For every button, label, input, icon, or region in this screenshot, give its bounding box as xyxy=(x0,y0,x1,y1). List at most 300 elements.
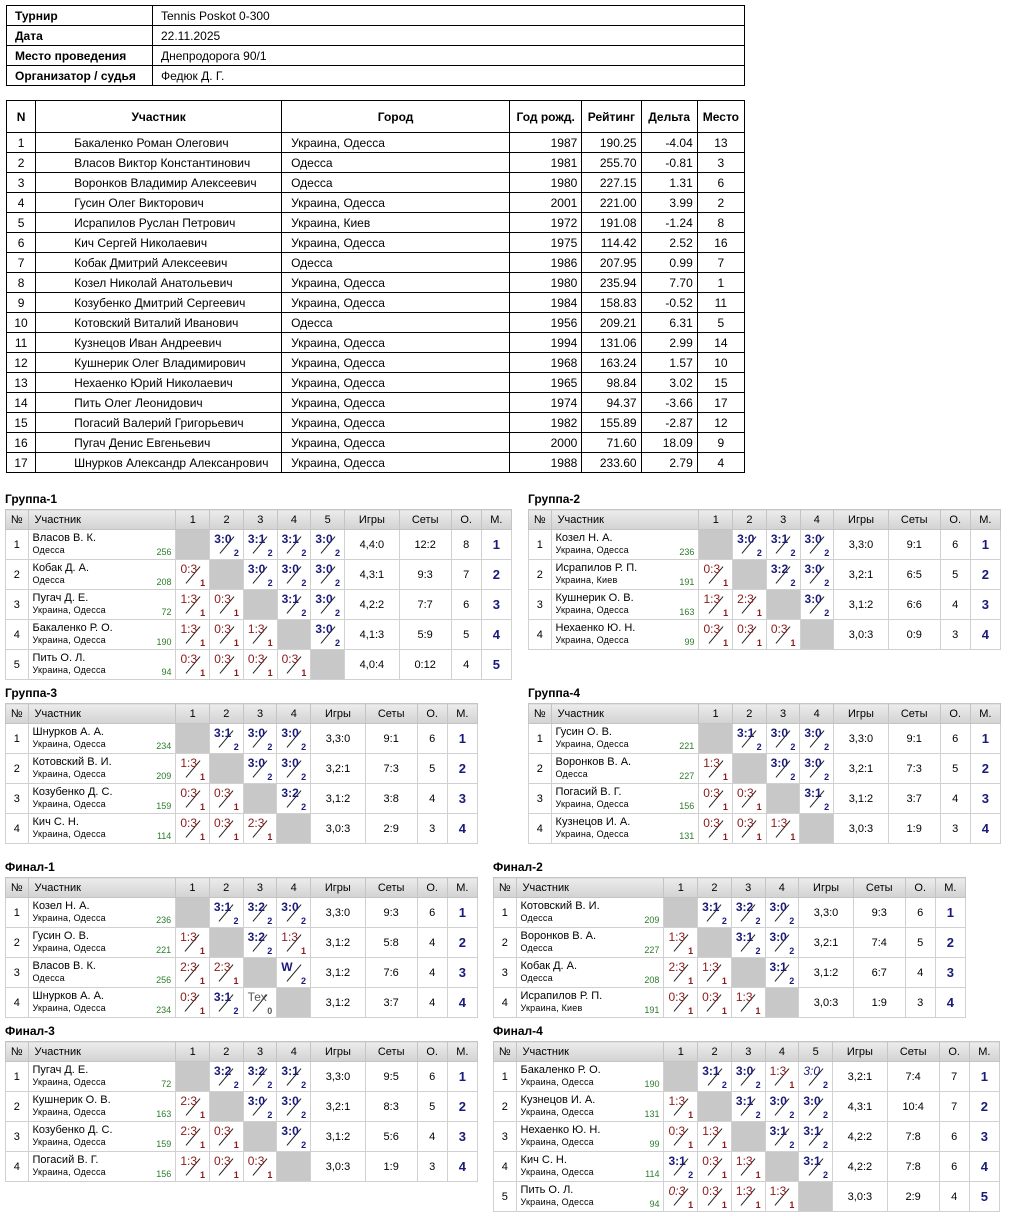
match-points: 1 xyxy=(301,946,307,956)
self-match-cell xyxy=(277,620,311,650)
group-row-games: 3,2:1 xyxy=(311,754,366,784)
player-short-name: Пить О. Л. xyxy=(520,1183,574,1196)
match-points: 1 xyxy=(721,976,727,986)
cell-place: 8 xyxy=(697,213,744,233)
match-points: 1 xyxy=(756,608,762,618)
group-row-games: 4,1:3 xyxy=(345,620,400,650)
group-row-num: 1 xyxy=(6,898,29,928)
match-score-cell xyxy=(766,530,800,560)
player-short-name: Шнурков А. А. xyxy=(32,989,104,1002)
player-rating: 156 xyxy=(679,801,695,811)
cell-city: Украина, Одесса xyxy=(282,353,510,373)
match-score: 0:3 xyxy=(736,786,754,800)
participant-row xyxy=(7,133,745,153)
info-key: Организатор / судья xyxy=(7,66,153,86)
cell-city: Украина, Одесса xyxy=(282,273,510,293)
group-row-games: 3,0:3 xyxy=(834,814,889,844)
player-rating: 191 xyxy=(679,577,695,587)
group-row-place: 4 xyxy=(481,620,511,650)
match-score: 3:0 xyxy=(281,726,299,740)
info-key: Место проведения xyxy=(7,46,153,66)
match-score-cell xyxy=(664,1092,698,1122)
match-score: 3:0 xyxy=(769,930,787,944)
group-row xyxy=(6,1092,478,1122)
match-score-cell xyxy=(699,814,733,844)
cell-rating: 94.37 xyxy=(582,393,641,413)
cell-delta: 3.02 xyxy=(641,373,697,393)
group-row-num: 4 xyxy=(529,814,552,844)
match-points: 1 xyxy=(233,608,239,618)
player-city: Украина, Одесса xyxy=(32,828,106,839)
group-row-place: 3 xyxy=(970,590,1000,620)
group-table xyxy=(528,509,1001,650)
match-points: 2 xyxy=(301,976,307,986)
match-score-cell xyxy=(800,530,834,560)
match-points: 2 xyxy=(824,772,830,782)
group-row-player xyxy=(551,814,699,844)
match-points: 1 xyxy=(790,638,796,648)
match-score-cell xyxy=(243,898,277,928)
match-score-cell xyxy=(210,620,244,650)
participants-table xyxy=(6,100,745,473)
col-player: Участник xyxy=(36,101,282,133)
player-city: Украина, Одесса xyxy=(520,1136,594,1147)
match-points: 1 xyxy=(721,1140,727,1150)
group-row-games: 3,3:0 xyxy=(311,1062,366,1092)
player-rating: 208 xyxy=(644,975,660,985)
cell-place: 1 xyxy=(697,273,744,293)
group-row-player xyxy=(28,814,176,844)
player-rating: 236 xyxy=(156,915,172,925)
match-points: 2 xyxy=(688,1170,694,1180)
match-score-cell xyxy=(799,1092,833,1122)
group-row-num: 3 xyxy=(6,958,29,988)
match-score: 3:2 xyxy=(770,562,789,576)
cell-city: Украина, Одесса xyxy=(282,413,510,433)
match-points: 1 xyxy=(301,668,307,678)
match-score-cell xyxy=(209,988,243,1018)
group-col-opponent: 3 xyxy=(243,704,277,724)
match-score-cell xyxy=(176,928,210,958)
player-short-name: Кич С. Н. xyxy=(520,1153,567,1166)
cell-place: 16 xyxy=(697,233,744,253)
match-score-cell xyxy=(210,724,244,754)
group-row-games: 3,2:1 xyxy=(834,560,889,590)
player-short-name: Нехаенко Ю. Н. xyxy=(520,1123,601,1136)
group-title: Финал-4 xyxy=(493,1024,543,1038)
group-row-player xyxy=(551,724,699,754)
player-short-name: Гусин О. В. xyxy=(32,929,89,942)
match-points: 1 xyxy=(200,638,206,648)
player-city: Украина, Одесса xyxy=(32,738,106,749)
group-row-games: 3,2:1 xyxy=(833,1062,888,1092)
self-match-cell xyxy=(210,1092,244,1122)
group-row xyxy=(6,958,478,988)
group-col-num: № xyxy=(494,1042,517,1062)
group-row-points: 7 xyxy=(451,560,481,590)
info-value: Tennis Poskot 0-300 xyxy=(153,6,745,26)
group-row-player xyxy=(28,1152,176,1182)
participant-row xyxy=(7,253,745,273)
cell-delta: 1.31 xyxy=(641,173,697,193)
player-short-name: Кобак Д. А. xyxy=(32,561,90,574)
match-score-cell xyxy=(733,620,767,650)
player-short-name: Козубенко Д. С. xyxy=(32,785,113,798)
match-score: 0:3 xyxy=(214,1154,231,1168)
cell-birth-year: 1994 xyxy=(510,333,582,353)
self-match-cell xyxy=(243,958,277,988)
group-row-games: 4,2:2 xyxy=(833,1122,888,1152)
group-table-box xyxy=(5,509,512,680)
match-points: 1 xyxy=(755,1170,761,1180)
group-row-sets: 7:4 xyxy=(853,928,905,958)
match-points: 2 xyxy=(233,916,239,926)
group-col-num: № xyxy=(6,878,29,898)
player-short-name: Власов В. К. xyxy=(32,531,96,544)
group-col-opponent: 3 xyxy=(243,1042,277,1062)
cell-player: Котовский Виталий Иванович xyxy=(36,313,282,333)
group-col-place: М. xyxy=(970,510,1000,530)
match-points: 1 xyxy=(755,1006,761,1016)
participant-row xyxy=(7,233,745,253)
match-score-cell xyxy=(766,724,800,754)
cell-delta: -0.52 xyxy=(641,293,697,313)
cell-birth-year: 1972 xyxy=(510,213,582,233)
group-col-games: Игры xyxy=(834,704,889,724)
group-col-opponent: 1 xyxy=(699,510,733,530)
match-points: 1 xyxy=(688,976,694,986)
player-rating: 114 xyxy=(156,831,172,841)
player-city: Украина, Одесса xyxy=(520,1076,594,1087)
match-score-cell xyxy=(698,1062,732,1092)
group-row xyxy=(6,620,512,650)
group-table xyxy=(493,877,966,1018)
match-points: 2 xyxy=(755,1110,761,1120)
col-delta: Дельта xyxy=(641,101,697,133)
group-row xyxy=(6,590,512,620)
match-score-cell xyxy=(765,1062,799,1092)
group-row-points: 8 xyxy=(451,530,481,560)
cell-birth-year: 1987 xyxy=(510,133,582,153)
group-row-player xyxy=(516,1062,664,1092)
group-row-points: 4 xyxy=(905,958,935,988)
match-score-cell xyxy=(699,754,733,784)
group-row-place: 2 xyxy=(447,928,477,958)
participant-row xyxy=(7,413,745,433)
group-row-games: 4,2:2 xyxy=(833,1152,888,1182)
match-score-cell xyxy=(664,1152,698,1182)
player-short-name: Шнурков А. А. xyxy=(32,725,104,738)
match-points: 2 xyxy=(301,1080,307,1090)
self-match-cell xyxy=(243,590,277,620)
group-row-player xyxy=(28,650,176,680)
match-score: 0:3 xyxy=(180,562,198,576)
match-score-cell xyxy=(699,784,733,814)
group-row xyxy=(6,928,478,958)
match-score-cell xyxy=(698,1152,732,1182)
match-points: 1 xyxy=(233,1170,239,1180)
group-row-player xyxy=(28,724,176,754)
player-city: Одесса xyxy=(520,972,553,983)
group-row-games: 3,3:0 xyxy=(799,898,854,928)
group-row-points: 4 xyxy=(417,958,447,988)
group-row xyxy=(494,898,966,928)
info-row xyxy=(7,26,745,46)
cell-delta: 3.99 xyxy=(641,193,697,213)
match-points: 2 xyxy=(301,916,307,926)
match-score-cell xyxy=(243,530,277,560)
cell-n: 16 xyxy=(7,433,36,453)
group-row-points: 4 xyxy=(940,590,970,620)
group-row-sets: 3:7 xyxy=(365,988,417,1018)
cell-rating: 131.06 xyxy=(582,333,641,353)
group-col-num: № xyxy=(529,704,552,724)
match-score-cell xyxy=(765,958,799,988)
match-score-cell xyxy=(731,928,765,958)
group-col-sets: Сеты xyxy=(887,1042,939,1062)
group-row-player xyxy=(28,928,176,958)
group-table-box xyxy=(528,703,1001,844)
group-row-games: 3,0:3 xyxy=(311,814,366,844)
match-points: 2 xyxy=(233,1080,239,1090)
match-score: 3:0 xyxy=(247,562,266,576)
group-row-num: 1 xyxy=(6,1062,29,1092)
self-match-cell xyxy=(176,1062,210,1092)
match-score: 3:0 xyxy=(281,1124,299,1138)
match-points: 2 xyxy=(755,916,761,926)
match-score: 2:3 xyxy=(180,960,197,974)
cell-player: Кич Сергей Николаевич xyxy=(36,233,282,253)
match-score-cell xyxy=(209,898,243,928)
player-city: Одесса xyxy=(32,544,65,555)
player-short-name: Кобак Д. А. xyxy=(520,959,578,972)
cell-delta: -0.81 xyxy=(641,153,697,173)
match-score: 0:3 xyxy=(180,652,198,666)
group-header-row xyxy=(494,1042,1000,1062)
group-row-place: 4 xyxy=(969,1152,999,1182)
match-score: 3:1 xyxy=(769,960,787,974)
group-row-games: 3,1:2 xyxy=(834,784,889,814)
match-score-cell xyxy=(732,724,766,754)
match-points: 2 xyxy=(756,742,762,752)
match-points: 1 xyxy=(233,802,239,812)
match-score-cell xyxy=(176,1152,210,1182)
group-row-player xyxy=(516,1152,664,1182)
group-row-sets: 6:7 xyxy=(853,958,905,988)
cell-rating: 207.95 xyxy=(582,253,641,273)
match-score-cell xyxy=(766,560,800,590)
cell-place: 4 xyxy=(697,453,744,473)
match-score-cell xyxy=(277,898,311,928)
info-key: Турнир xyxy=(7,6,153,26)
match-points: 1 xyxy=(233,832,239,842)
match-score-cell xyxy=(243,650,277,680)
player-city: Украина, Одесса xyxy=(520,1106,594,1117)
match-points: 1 xyxy=(723,608,729,618)
group-row-player xyxy=(28,898,176,928)
cell-player: Погасий Валерий Григорьевич xyxy=(36,413,282,433)
cell-rating: 114.42 xyxy=(582,233,641,253)
group-col-opponent: 3 xyxy=(766,704,800,724)
group-row-points: 6 xyxy=(939,1152,969,1182)
match-score: 3:0 xyxy=(804,756,822,770)
group-row-points: 7 xyxy=(939,1062,969,1092)
player-rating: 114 xyxy=(645,1169,660,1179)
cell-birth-year: 1984 xyxy=(510,293,582,313)
group-col-player: Участник xyxy=(28,510,176,530)
player-rating: 131 xyxy=(644,1109,660,1119)
group-title: Группа-3 xyxy=(5,686,58,700)
match-score-cell xyxy=(176,590,210,620)
group-row-points: 6 xyxy=(940,530,970,560)
group-title: Группа-2 xyxy=(528,492,581,506)
match-points: 1 xyxy=(688,1006,694,1016)
group-header-row xyxy=(494,878,966,898)
cell-place: 15 xyxy=(697,373,744,393)
match-score: 3:0 xyxy=(315,562,333,576)
player-city: Украина, Одесса xyxy=(32,1136,106,1147)
match-score-cell xyxy=(732,784,766,814)
player-city: Украина, Киев xyxy=(520,1002,583,1013)
group-row-player xyxy=(28,1122,176,1152)
match-points: 2 xyxy=(267,1080,273,1090)
match-score-cell xyxy=(243,1092,277,1122)
match-score: 3:1 xyxy=(803,1154,821,1168)
group-row-games: 3,1:2 xyxy=(311,784,366,814)
cell-n: 11 xyxy=(7,333,36,353)
cell-rating: 235.94 xyxy=(582,273,641,293)
group-row-num: 2 xyxy=(6,560,29,590)
cell-n: 6 xyxy=(7,233,36,253)
match-score: 0:3 xyxy=(214,786,231,800)
group-row-place: 4 xyxy=(447,988,477,1018)
group-row-sets: 9:3 xyxy=(853,898,905,928)
group-row xyxy=(6,988,478,1018)
match-score: 2:3 xyxy=(180,1094,197,1108)
match-score-cell xyxy=(243,620,277,650)
match-score: 0:3 xyxy=(247,652,265,666)
match-points: 1 xyxy=(200,772,206,782)
cell-rating: 255.70 xyxy=(582,153,641,173)
cell-place: 7 xyxy=(697,253,744,273)
group-col-num: № xyxy=(6,1042,29,1062)
group-row-sets: 7:3 xyxy=(888,754,940,784)
match-score-cell xyxy=(664,958,698,988)
match-points: 2 xyxy=(335,548,341,558)
group-row-place: 1 xyxy=(447,1062,477,1092)
player-city: Одесса xyxy=(32,972,65,983)
match-score-cell xyxy=(799,1152,833,1182)
group-row-sets: 5:9 xyxy=(399,620,451,650)
group-col-opponent: 1 xyxy=(176,510,210,530)
group-row-points: 5 xyxy=(451,620,481,650)
group-row xyxy=(6,560,512,590)
match-score-cell xyxy=(243,560,277,590)
match-points: 1 xyxy=(721,1200,727,1210)
match-points: 2 xyxy=(233,742,239,752)
match-score-cell xyxy=(799,1122,833,1152)
match-points: 1 xyxy=(789,1200,795,1210)
player-short-name: Погасий В. Г. xyxy=(32,1153,99,1166)
group-col-points: О. xyxy=(451,510,481,530)
group-col-opponent: 2 xyxy=(210,704,244,724)
group-col-points: О. xyxy=(940,704,970,724)
match-score: 3:1 xyxy=(281,592,299,606)
match-score-cell xyxy=(277,590,311,620)
group-title: Финал-1 xyxy=(5,860,55,874)
match-score-cell xyxy=(210,1062,244,1092)
group-row xyxy=(6,1152,478,1182)
group-row-num: 1 xyxy=(494,898,517,928)
match-score: 3:1 xyxy=(281,532,299,546)
match-points: 1 xyxy=(688,1110,694,1120)
group-table-box xyxy=(528,509,1001,650)
match-score: 0:3 xyxy=(703,562,721,576)
match-score-cell xyxy=(699,560,733,590)
player-city: Украина, Одесса xyxy=(32,768,106,779)
cell-birth-year: 1956 xyxy=(510,313,582,333)
player-rating: 191 xyxy=(644,1005,660,1015)
group-col-opponent: 1 xyxy=(664,878,698,898)
group-row-games: 3,1:2 xyxy=(311,988,366,1018)
group-col-opponent: 1 xyxy=(664,1042,698,1062)
match-score: 1:3 xyxy=(735,990,753,1004)
group-row-place: 4 xyxy=(970,620,1000,650)
match-score: 3:2 xyxy=(735,900,754,914)
cell-city: Украина, Одесса xyxy=(282,393,510,413)
group-row-player xyxy=(28,620,176,650)
match-score-cell xyxy=(176,784,210,814)
player-rating: 209 xyxy=(156,771,172,781)
player-rating: 221 xyxy=(679,741,695,751)
group-header-row xyxy=(6,878,478,898)
group-row-sets: 1:9 xyxy=(888,814,940,844)
match-score: 3:1 xyxy=(213,900,232,914)
match-score: 3:0 xyxy=(803,1064,821,1078)
group-col-opponent: 1 xyxy=(699,704,733,724)
match-score-cell xyxy=(243,988,277,1018)
match-score: 1:3 xyxy=(770,816,788,830)
match-points: 2 xyxy=(335,608,341,618)
group-row-num: 1 xyxy=(494,1062,517,1092)
match-points: 1 xyxy=(233,1140,239,1150)
match-score: 3:0 xyxy=(315,622,333,636)
match-points: 2 xyxy=(301,742,307,752)
cell-n: 3 xyxy=(7,173,36,193)
cell-rating: 98.84 xyxy=(582,373,641,393)
group-row-player xyxy=(28,1062,176,1092)
group-row-player xyxy=(516,928,664,958)
col-place: Место xyxy=(697,101,744,133)
group-row-games: 3,1:2 xyxy=(799,958,854,988)
group-row-place: 3 xyxy=(447,958,477,988)
group-col-opponent: 5 xyxy=(311,510,345,530)
cell-player: Кузнецов Иван Андреевич xyxy=(36,333,282,353)
cell-delta: -2.87 xyxy=(641,413,697,433)
group-col-sets: Сеты xyxy=(365,704,417,724)
match-score-cell xyxy=(664,988,698,1018)
self-match-cell xyxy=(176,724,210,754)
player-short-name: Кич С. Н. xyxy=(32,815,79,828)
match-score: 0:3 xyxy=(737,622,754,636)
match-score: 1:3 xyxy=(668,1094,686,1108)
match-score-cell xyxy=(731,1062,765,1092)
match-score: 1:3 xyxy=(703,592,721,606)
match-points: 1 xyxy=(267,832,273,842)
group-row-player xyxy=(551,620,699,650)
match-score: 1:3 xyxy=(769,1184,787,1198)
group-row-points: 7 xyxy=(939,1092,969,1122)
